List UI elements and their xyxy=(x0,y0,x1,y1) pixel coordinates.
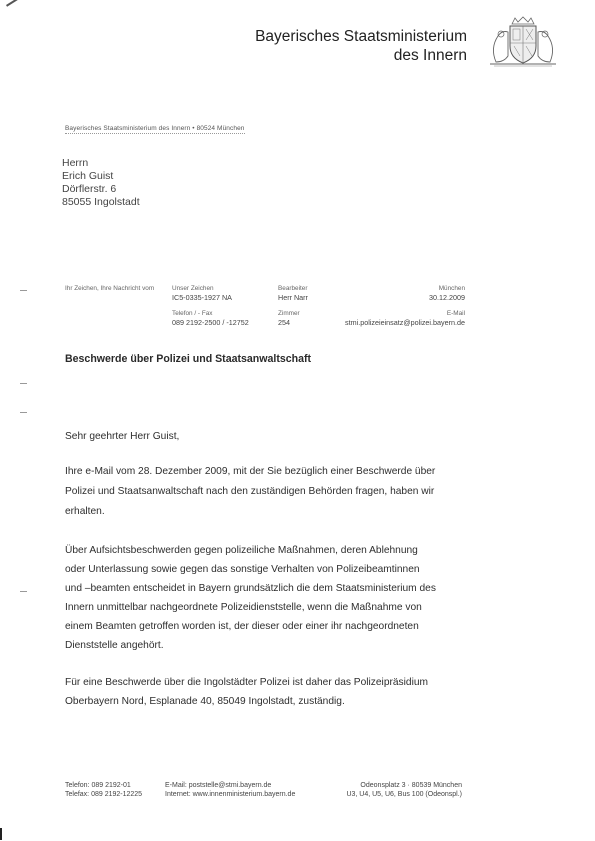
paragraph-2-line: Dienststelle angehört. xyxy=(65,640,164,651)
paragraph-2-line: oder Unterlassung sowie gegen das sonstige Verhalten von Polizeibeamtinnen xyxy=(65,564,420,575)
scan-edge-mark xyxy=(0,828,2,840)
room-value: 254 xyxy=(278,318,290,327)
recipient-name: Erich Guist xyxy=(62,170,114,182)
paragraph-1-line: Ihre e-Mail vom 28. Dezember 2009, mit der Sie bezüglich einer Beschwerde über xyxy=(65,466,436,477)
footer-internet: Internet: www.innenministerium.bayern.de xyxy=(165,791,296,798)
footer-phone: Telefon: 089 2192-01 xyxy=(65,782,131,789)
footer-email: E-Mail: poststelle@stmi.bayern.de xyxy=(165,782,272,789)
recipient-city: 85055 Ingolstadt xyxy=(62,196,140,208)
fold-mark xyxy=(20,412,27,413)
handler-value: Herr Narr xyxy=(278,293,308,302)
paragraph-1-line: Polizei und Staatsanwaltschaft nach den zuständigen Behörden fragen, haben wir xyxy=(65,486,435,497)
return-address: Bayerisches Staatsministerium des Innern • 80524 München xyxy=(65,125,245,132)
recipient-street: Dörflerstr. 6 xyxy=(62,183,117,195)
paragraph-2-line: Über Aufsichtsbeschwerden gegen polizeiliche Maßnahmen, deren Ablehnung xyxy=(65,545,418,556)
ministry-name-line1: Bayerisches Staatsministerium xyxy=(255,28,467,45)
letter-greeting: Sehr geehrter Herr Guist, xyxy=(65,431,180,442)
our-ref-value: IC5-0335-1927 NA xyxy=(172,293,232,302)
ministry-name-line2: des Innern xyxy=(393,47,467,64)
footer-transit: U3, U4, U5, U6, Bus 100 (Odeonspl.) xyxy=(346,791,462,798)
paragraph-2-line: einem Beamten getroffen worden ist, der dieser oder einer ihr nachgeordneten xyxy=(65,621,419,632)
email-label: E-Mail xyxy=(446,310,465,317)
our-ref-label: Unser Zeichen xyxy=(172,285,214,292)
letter-date: 30.12.2009 xyxy=(429,293,465,302)
paragraph-3-line: Oberbayern Nord, Esplanade 40, 85049 Ingolstadt, zuständig. xyxy=(65,696,345,707)
fold-mark xyxy=(20,591,27,592)
fold-mark xyxy=(20,290,27,291)
paragraph-1-line: erhalten. xyxy=(65,506,105,517)
paragraph-3-line: Für eine Beschwerde über die Ingolstädter Polizei ist daher das Polizeipräsidium xyxy=(65,677,428,688)
handler-label: Bearbeiter xyxy=(278,285,308,292)
paragraph-2-line: und –beamten entscheidet in Bayern grundsätzlich die dem Staatsministerium des xyxy=(65,583,436,594)
phone-fax-label: Telefon / - Fax xyxy=(172,310,213,317)
footer-fax: Telefax: 089 2192-12225 xyxy=(65,791,143,798)
paragraph-2-line: Innern unmittelbar nachgeordnete Polizeidienststelle, wenn die Maßnahme von xyxy=(65,602,422,613)
scan-pen-stroke xyxy=(6,0,46,7)
coat-of-arms-icon xyxy=(482,16,564,68)
phone-fax-value: 089 2192-2500 / -12752 xyxy=(172,318,249,327)
your-ref-label: Ihr Zeichen, Ihre Nachricht vom xyxy=(65,285,155,292)
place-label: München xyxy=(438,285,465,292)
room-label: Zimmer xyxy=(278,310,300,317)
footer-address: Odeonsplatz 3 · 80539 München xyxy=(360,782,462,789)
fold-mark xyxy=(20,383,27,384)
email-value: stmi.polizeieinsatz@polizei.bayern.de xyxy=(345,318,465,327)
recipient-salutation: Herrn xyxy=(62,157,89,169)
letter-subject: Beschwerde über Polizei und Staatsanwaltschaft xyxy=(65,353,312,365)
